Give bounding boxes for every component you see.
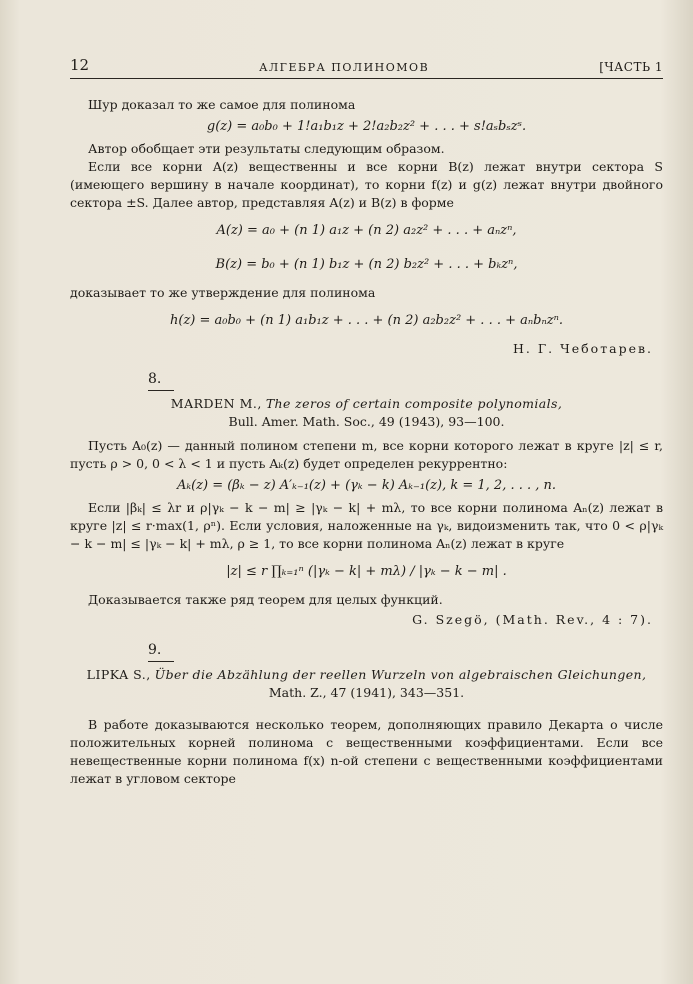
formula-b: B(z) = b₀ + (n 1) b₁z + (n 2) b₂z² + . . . + bₖzⁿ, [215, 257, 518, 272]
formula-recurrence: Aₖ(z) = (βₖ − z) A′ₖ₋₁(z) + (γₖ − k) Aₖ₋₁(z), k = 1, 2, . . . , n. [176, 478, 557, 493]
section-number: 9. [148, 641, 174, 662]
running-header [70, 52, 663, 74]
reference-lipka [70, 666, 663, 702]
paragraph: Если |βₖ| ≤ λr и ρ|γₖ − k − m| ≥ |γₖ − k| + mλ, то все корни полинома Aₙ(z) лежат в круге |z| ≤ r·max(1, ρⁿ). Если условия, наложенные на γₖ, видоизменить так, что 0 < ρ|γₖ − k − m| ≤ |γₖ − k| + mλ, ρ ≥ 1, то все корни полинома Aₙ(z) лежат в круге [70, 500, 663, 551]
ref-source: Bull. Amer. Math. Soc., 49 (1943), 93—100. [228, 414, 505, 429]
paragraph: В работе доказываются несколько теорем, дополняющих правило Декарта о числе положительных корней полинома с вещественными коэффициентами. Если все невещественные корни полинома f(x) n-ой степени с вещественными коэффициентами лежат в угловом секторе [70, 717, 663, 786]
ref-author: MARDEN M., [170, 396, 262, 411]
reviewer-signature: Н. Г. Чеботарев. [513, 341, 653, 356]
header-rule [70, 78, 663, 79]
ref-author: LIPKA S., [86, 667, 151, 682]
page-number: 12 [70, 56, 90, 74]
formula-a: A(z) = a₀ + (n 1) a₁z + (n 2) a₂z² + . . . + aₙzⁿ, [216, 223, 517, 238]
reviewer-signature: G. Szegö, (Math. Rev., 4 : 7). [412, 612, 653, 627]
paragraph: Автор обобщает эти результаты следующим образом. [88, 141, 445, 156]
formula-g: g(z) = a₀b₀ + 1!a₁b₁z + 2!a₂b₂z² + . . . + s!aₛbₛzˢ. [206, 119, 527, 134]
paragraph: Пусть A₀(z) — данный полином степени m, все корни которого лежат в круге |z| ≤ r, пусть ρ > 0, 0 < λ < 1 и пусть Aₖ(z) будет определен рекуррентно: [70, 438, 663, 471]
formula-bound: |z| ≤ r ∏ₖ₌₁ⁿ (|γₖ − k| + mλ) / |γₖ − k − m| . [226, 564, 507, 579]
part-label: [ЧАСТЬ 1 [599, 60, 663, 74]
page-content [70, 96, 663, 788]
ref-title: Über die Abzählung der reellen Wurzeln von algebraischen Gleichungen, [154, 667, 647, 682]
running-title: АЛГЕБРА ПОЛИНОМОВ [259, 61, 430, 74]
section-number: 8. [148, 370, 174, 391]
ref-source: Math. Z., 47 (1941), 343—351. [268, 685, 465, 700]
paragraph: Если все корни A(z) вещественны и все корни B(z) лежат внутри сектора S (имеющего вершину в начале координат), то корни f(z) и g(z) лежат внутри двойного сектора ±S. Далее автор, представляя A(z) и B(z) в форме [70, 159, 663, 210]
formula-h: h(z) = a₀b₀ + (n 1) a₁b₁z + . . . + (n 2) a₂b₂z² + . . . + aₙbₙzⁿ. [170, 313, 563, 328]
paragraph: Доказывается также ряд теорем для целых функций. [88, 592, 443, 607]
ref-title: The zeros of certain composite polynomials, [265, 396, 563, 411]
paragraph: Шур доказал то же самое для полинома [88, 97, 356, 112]
reference-marden [70, 395, 663, 431]
paragraph: доказывает то же утверждение для полинома [70, 285, 376, 300]
